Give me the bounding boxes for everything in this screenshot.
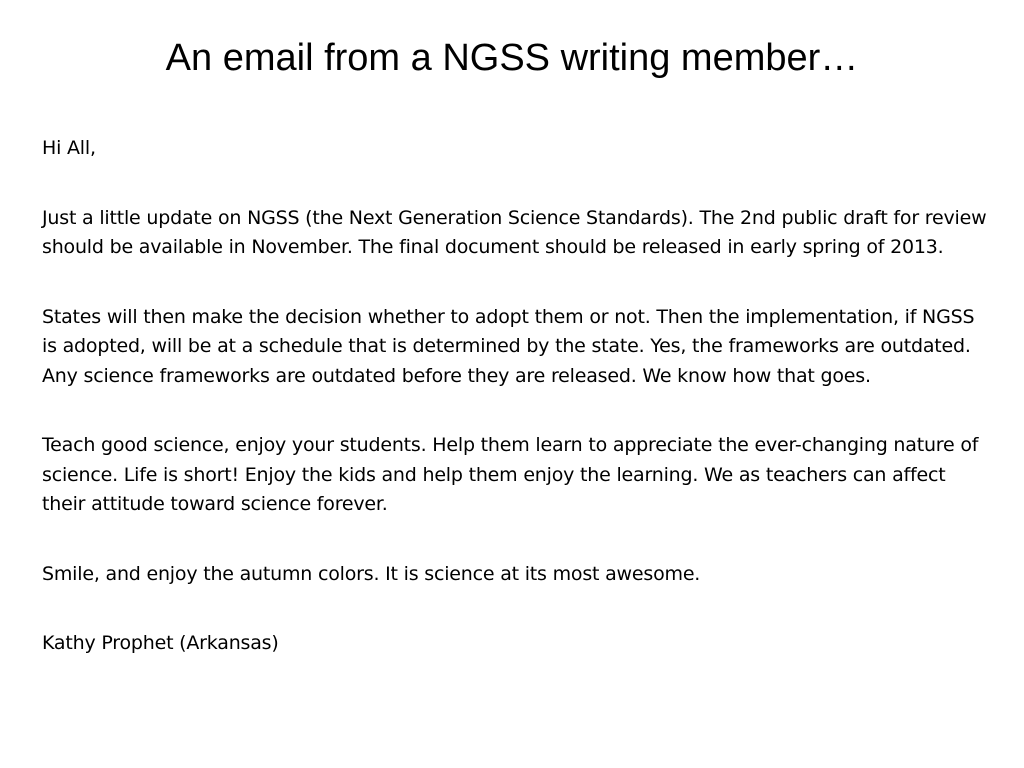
email-signature: Kathy Prophet (Arkansas) xyxy=(42,632,279,654)
email-greeting: Hi All, xyxy=(42,137,96,159)
email-paragraph-closing: Smile, and enjoy the autumn colors. It is science at its most awesome. xyxy=(42,562,701,585)
email-body xyxy=(42,134,987,659)
email-paragraph-update: Just a little update on NGSS (the Next Generation Science Standards). The 2nd public draft for review should be available in November. The final document should be released in early spring of 2013. xyxy=(42,206,987,258)
email-paragraph-teaching: Teach good science, enjoy your students. Help them learn to appreciate the ever-changing nature of science. Life is short! Enjoy the kids and help them enjoy the learning. We as teachers can affect their attitude toward science forever. xyxy=(42,434,979,515)
email-paragraph-adoption: States will then make the decision whether to adopt them or not. Then the implementation, if NGSS is adopted, will be at a schedule that is determined by the state. Yes, the frameworks are outdated. Any science frameworks are outdated before they are released. We know how that goes. xyxy=(42,305,975,387)
slide-title: An email from a NGSS writing member… xyxy=(165,37,859,79)
